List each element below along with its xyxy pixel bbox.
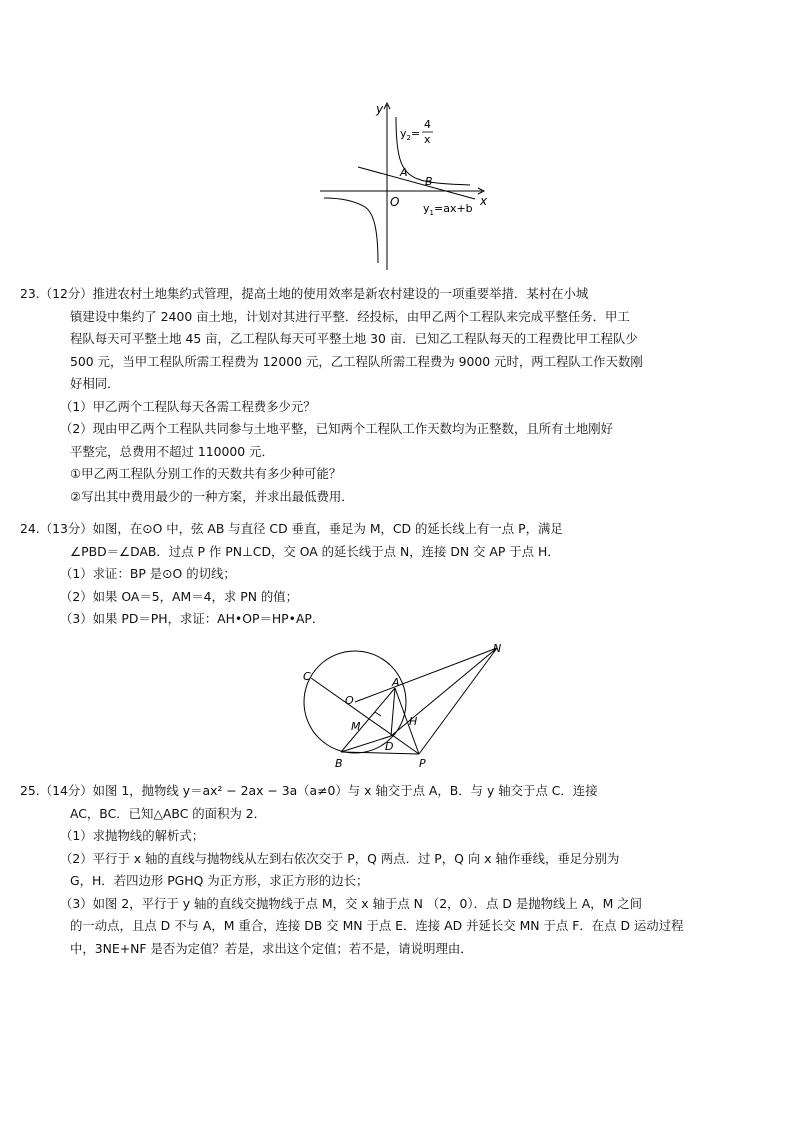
x-axis-label: x xyxy=(480,194,488,208)
q25-subquestion: （1）求抛物线的解析式； xyxy=(60,828,205,843)
label-o: O xyxy=(345,694,354,707)
q25-line: 25.（14分）如图 1，抛物线 y＝ax² − 2ax − 3a（a≠0）与 x 轴交于点 A，B．与 y 轴交于点 C．连接 xyxy=(20,783,598,798)
point-b-label: B xyxy=(425,175,433,188)
y2-denominator: x xyxy=(424,133,431,146)
q25-line: 的一动点，且点 D 不与 A，M 重合，连接 DB 交 MN 于点 E．连接 AD 并延长交 MN 于点 F．在点 D 运动过程 xyxy=(70,918,684,933)
y2-numerator: 4 xyxy=(424,118,431,131)
q23-line: 镇建设中集约了 2400 亩土地，计划对其进行平整．经投标，由甲乙两个工程队来完成平整任务．甲工 xyxy=(70,308,630,324)
q24-line: ∠PBD＝∠DAB．过点 P 作 PN⊥CD，交 OA 的延长线于点 N，连接 DN 交 AP 于点 H． xyxy=(70,543,560,559)
q23-subquestion: （2）现由甲乙两个工程队共同参与土地平整，已知两个工程队工作天数均为正整数，且所有土地刚好 xyxy=(60,421,614,436)
q24-subquestion: （2）如果 OA＝5，AM＝4，求 PN 的值； xyxy=(60,588,299,604)
q25-subquestion: （3）如图 2，平行于 y 轴的直线交抛物线于点 M，交 x 轴于点 N （2，0）．点 D 是抛物线上 A，M 之间 xyxy=(60,895,642,911)
q24-subquestion: （3）如果 PD＝PH，求证：AH•OP＝HP•AP． xyxy=(60,611,325,626)
line-y1 xyxy=(358,167,475,199)
q23-subquestion: ①甲乙两工程队分别工作的天数共有多少种可能？ xyxy=(70,466,342,481)
y2-label: $y_2=$ xyxy=(400,127,421,142)
q24-subquestion: （1）求证：BP 是⊙O 的切线； xyxy=(60,566,236,581)
question-23 xyxy=(20,283,740,508)
label-m: M xyxy=(351,720,361,733)
q23-line: 好相同． xyxy=(70,376,120,391)
origin-label: O xyxy=(390,195,400,209)
label-c: C xyxy=(303,670,311,683)
q23-line: 500 元，当甲工程队所需工程费为 12000 元，乙工程队所需工程费为 9000 元时，两工程队工作天数刚 xyxy=(70,353,643,369)
label-p: P xyxy=(419,757,426,770)
q25-subquestion: （2）平行于 x 轴的直线与抛物线从左到右依次交于 P，Q 两点．过 P，Q 向 x 轴作垂线，垂足分别为 xyxy=(60,850,620,866)
label-h: H xyxy=(409,715,418,728)
q23-subquestion: （1）甲乙两个工程队每天各需工程费多少元？ xyxy=(60,398,316,414)
question-25 xyxy=(20,780,740,960)
label-b: B xyxy=(335,757,343,770)
y-axis-label: y xyxy=(376,102,384,116)
question-24 xyxy=(20,518,740,631)
q23-line: 程队每天可平整土地 45 亩，乙工程队每天可平整土地 30 亩．已知乙工程队每天的工程费比甲工程队少 xyxy=(70,331,638,346)
q25-line: AC，BC．已知△ABC 的面积为 2． xyxy=(70,805,267,821)
hyperbola-branch-2 xyxy=(324,198,378,263)
segment-ad xyxy=(391,688,395,736)
label-d: D xyxy=(385,740,394,753)
y1-label: $y_1=ax+b$ xyxy=(423,202,473,217)
q23-line: 平整完，总费用不超过 110000 元． xyxy=(70,443,274,459)
point-a-label: A xyxy=(400,166,408,179)
figure-hyperbola-line xyxy=(310,95,510,275)
q25-line: 中，3NE+NF 是否为定值？若是，求出这个定值；若不是，请说明理由． xyxy=(70,940,473,956)
q23-subquestion: ②写出其中费用最少的一种方案，并求出最低费用． xyxy=(70,488,354,504)
label-n: N xyxy=(493,642,502,655)
label-a: A xyxy=(392,676,400,689)
q25-line: G，H．若四边形 PGHQ 为正方形，求正方形的边长； xyxy=(70,873,369,888)
figure-circle-geometry xyxy=(295,640,525,775)
q23-line: 23.（12分）推进农村土地集约式管理，提高土地的使用效率是新农村建设的一项重要举措．某村在小城 xyxy=(20,286,589,301)
q24-line: 24.（13分）如图，在⊙O 中，弦 AB 与直径 CD 垂直，垂足为 M，CD 的延长线上有一点 P，满足 xyxy=(20,521,563,536)
segment-dn xyxy=(391,648,497,736)
diameter-cd xyxy=(311,678,419,754)
segment-pn xyxy=(419,648,497,754)
